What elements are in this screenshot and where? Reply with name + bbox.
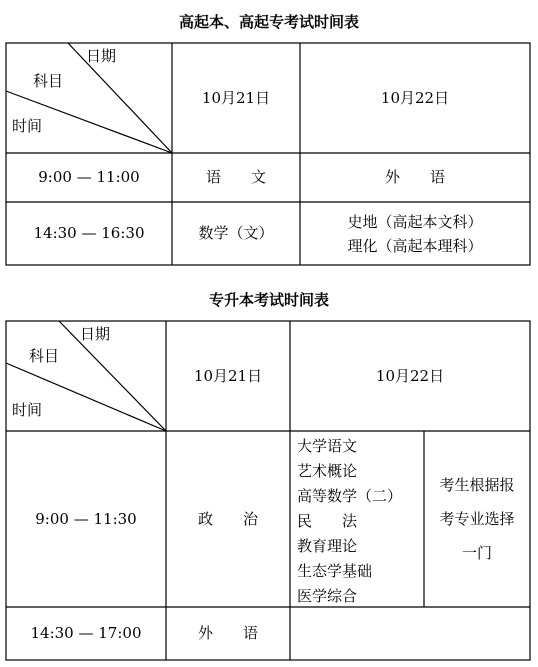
table2-header-time: 时间 <box>12 401 43 419</box>
note-line: 一门 <box>461 544 492 562</box>
table2-row1-day2-note <box>424 431 530 607</box>
table1-row2-day2 <box>300 202 530 265</box>
note-line: 考专业选择 <box>439 510 515 528</box>
table2-title: 专升本考试时间表 <box>208 291 329 309</box>
table2-row2-day1: 外 语 <box>197 624 258 642</box>
list-item: 艺术概论 <box>297 462 358 480</box>
table1-row1-day1: 语 文 <box>205 168 266 186</box>
table1-row1-day2: 外 语 <box>384 168 445 186</box>
list-item: 生态学基础 <box>297 562 373 580</box>
table2-header-subject: 科目 <box>29 347 60 365</box>
table1-header-time: 时间 <box>12 117 43 135</box>
note-line: 考生根据报 <box>439 476 515 494</box>
list-item: 教育理论 <box>297 537 358 555</box>
table2-row1-time: 9:00 — 11:30 <box>35 509 137 528</box>
table2-row2-day2 <box>290 607 530 660</box>
table2-col-date-1: 10月21日 <box>193 366 263 385</box>
list-item: 大学语文 <box>297 437 358 455</box>
table2-header-date: 日期 <box>80 325 111 343</box>
table1-row2-day2-line: 史地（高起本文科） <box>347 212 483 231</box>
table1-row1-time: 9:00 — 11:00 <box>38 168 140 186</box>
table1-row2-time: 14:30 — 16:30 <box>33 224 145 242</box>
table1-row2-day2-line: 理化（高起本理科） <box>347 236 483 255</box>
table1-title: 高起本、高起专考试时间表 <box>178 13 359 31</box>
table2-row1-day1: 政 治 <box>197 509 258 528</box>
table2-col-date-2: 10月22日 <box>375 366 445 385</box>
table2-row2-time: 14:30 — 17:00 <box>30 624 142 642</box>
list-item: 高等数学（二） <box>297 487 403 505</box>
list-item: 民 法 <box>297 512 358 530</box>
table1-col-date-1: 10月21日 <box>201 88 271 107</box>
table2-row1-day2-subject-list <box>297 434 402 609</box>
table1-header-date: 日期 <box>86 47 117 65</box>
list-item: 医学综合 <box>297 587 358 605</box>
table1-row2-day1: 数学（文） <box>198 224 274 242</box>
table1-col-date-2: 10月22日 <box>380 88 450 107</box>
table1-header-subject: 科目 <box>33 72 64 90</box>
